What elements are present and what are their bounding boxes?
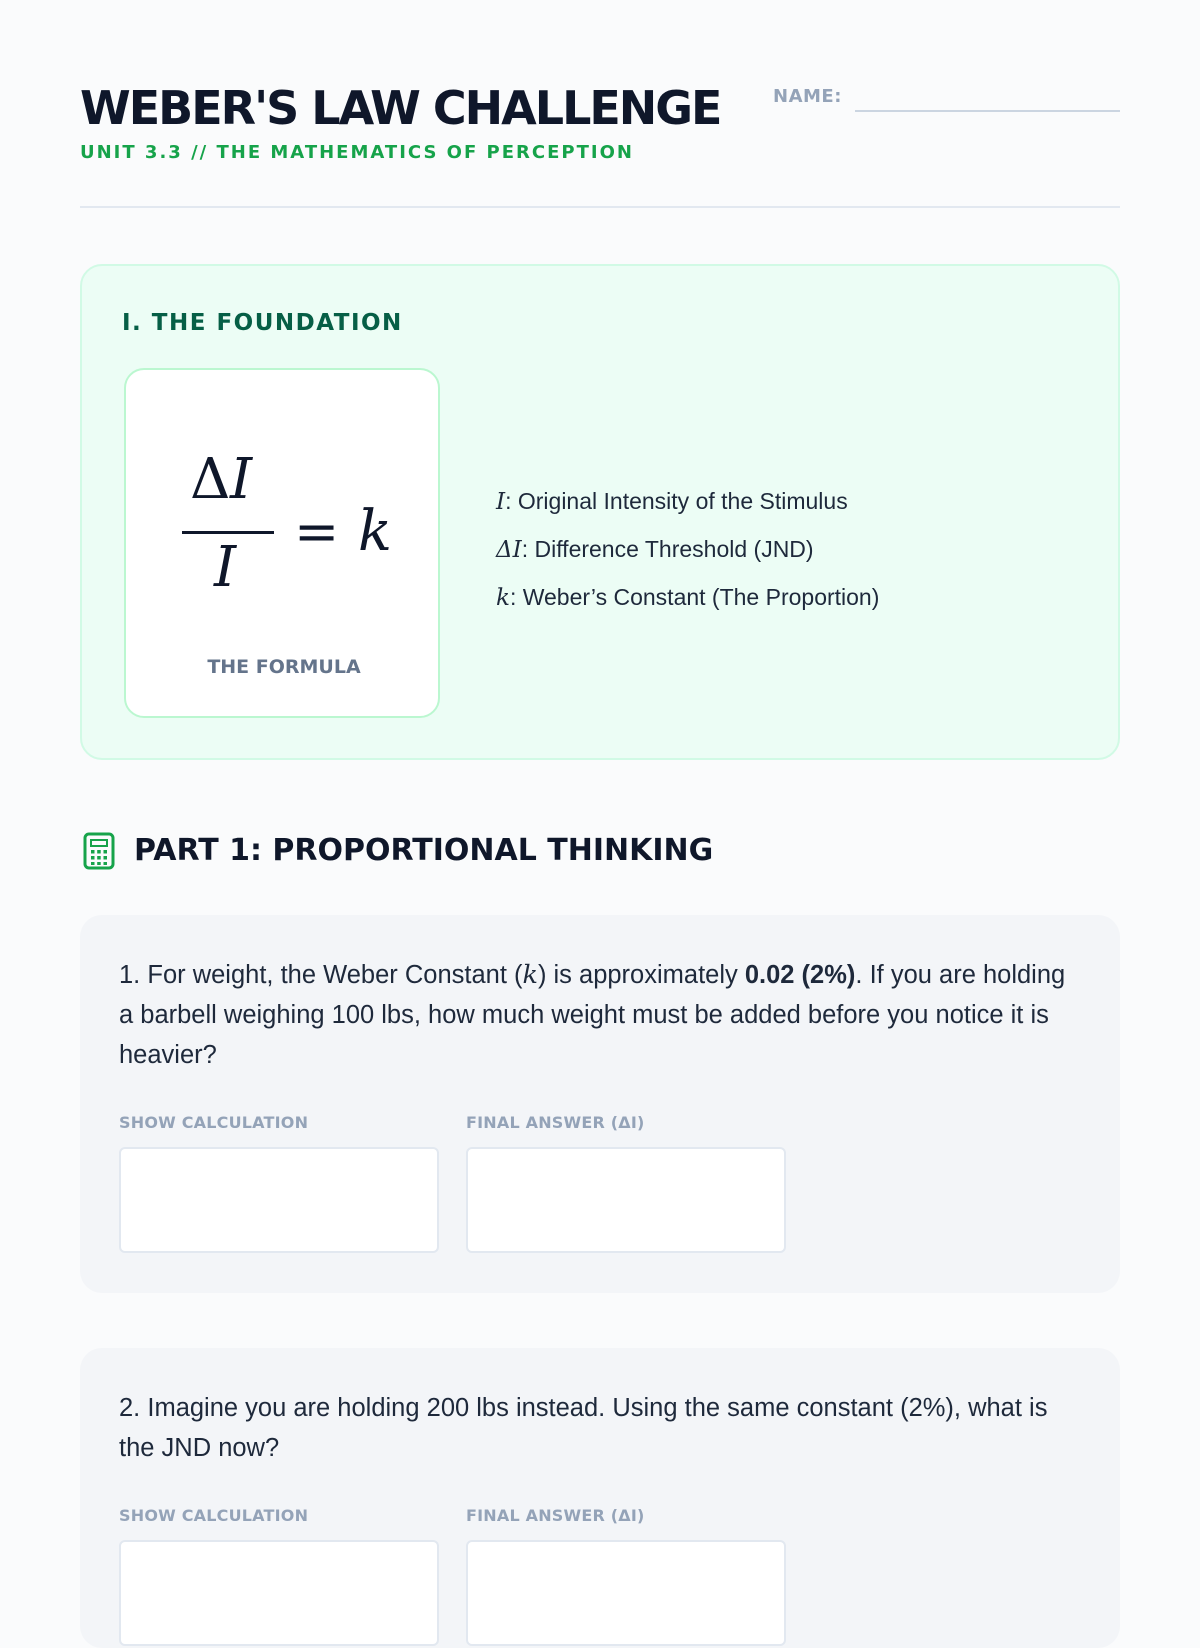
definition-constant bbox=[496, 574, 1056, 622]
header-divider bbox=[80, 206, 1120, 208]
formula-equals: = bbox=[294, 500, 340, 563]
worksheet-header bbox=[80, 78, 1120, 208]
calculator-icon bbox=[83, 832, 115, 870]
definitions-list bbox=[496, 478, 1056, 622]
question-card-1 bbox=[80, 915, 1120, 1293]
calculation-box[interactable] bbox=[119, 1540, 439, 1646]
weber-formula bbox=[126, 450, 442, 600]
formula-denominator: I bbox=[214, 535, 237, 600]
part1-heading bbox=[80, 828, 1120, 874]
answer-label: FINAL ANSWER (ΔI) bbox=[466, 1113, 645, 1132]
constant-symbol: k bbox=[522, 960, 538, 990]
definition-symbol: I bbox=[496, 489, 506, 515]
calculation-box[interactable] bbox=[119, 1147, 439, 1253]
name-label: NAME: bbox=[773, 86, 842, 107]
answer-box[interactable] bbox=[466, 1540, 786, 1646]
question-text-segment: ) is approximately bbox=[537, 961, 745, 989]
definition-symbol: ΔI bbox=[496, 537, 522, 563]
part1-title: PART 1: PROPORTIONAL THINKING bbox=[134, 833, 714, 868]
formula-caption: THE FORMULA bbox=[207, 656, 361, 678]
answer-label: FINAL ANSWER (ΔI) bbox=[466, 1506, 645, 1525]
formula-constant: k bbox=[358, 499, 392, 564]
question-number: 1. bbox=[119, 961, 141, 989]
definition-symbol: k bbox=[496, 585, 510, 611]
formula-numerator-i: I bbox=[230, 450, 253, 512]
unit-subtitle: UNIT 3.3 // THE MATHEMATICS OF PERCEPTION bbox=[80, 142, 634, 163]
name-input-line[interactable] bbox=[855, 110, 1120, 112]
name-field[interactable] bbox=[773, 86, 1120, 120]
formula-card bbox=[124, 368, 440, 718]
definition-text: : Difference Threshold (JND) bbox=[521, 536, 814, 562]
calculation-label: SHOW CALCULATION bbox=[119, 1113, 309, 1132]
question-text-segment: For weight, the Weber Constant ( bbox=[140, 961, 523, 989]
question-text bbox=[119, 955, 1079, 1075]
page-title: WEBER'S LAW CHALLENGE bbox=[80, 81, 721, 135]
definition-jnd bbox=[496, 526, 1056, 574]
question-card-2 bbox=[80, 1348, 1120, 1648]
definition-text: : Weber’s Constant (The Proportion) bbox=[509, 584, 880, 610]
constant-value: 0.02 (2%) bbox=[744, 961, 856, 989]
question-text-segment: Imagine you are holding 200 lbs instead. Using the same constant (2%), what is the JND now? bbox=[119, 1394, 1048, 1462]
definition-text: : Original Intensity of the Stimulus bbox=[505, 488, 848, 514]
calculation-label: SHOW CALCULATION bbox=[119, 1506, 309, 1525]
foundation-section bbox=[80, 264, 1120, 760]
question-number: 2. bbox=[119, 1394, 141, 1422]
formula-delta: Δ bbox=[190, 450, 231, 512]
foundation-title: I. THE FOUNDATION bbox=[122, 310, 403, 336]
answer-box[interactable] bbox=[466, 1147, 786, 1253]
question-text-segment: . If you are holding a barbell weighing 100 lbs, how much weight must be added before you notice it is heavier? bbox=[119, 961, 1066, 1069]
definition-intensity bbox=[496, 478, 1056, 526]
fraction-bar bbox=[182, 531, 274, 534]
formula-numerator bbox=[190, 450, 254, 512]
question-text bbox=[119, 1388, 1079, 1468]
